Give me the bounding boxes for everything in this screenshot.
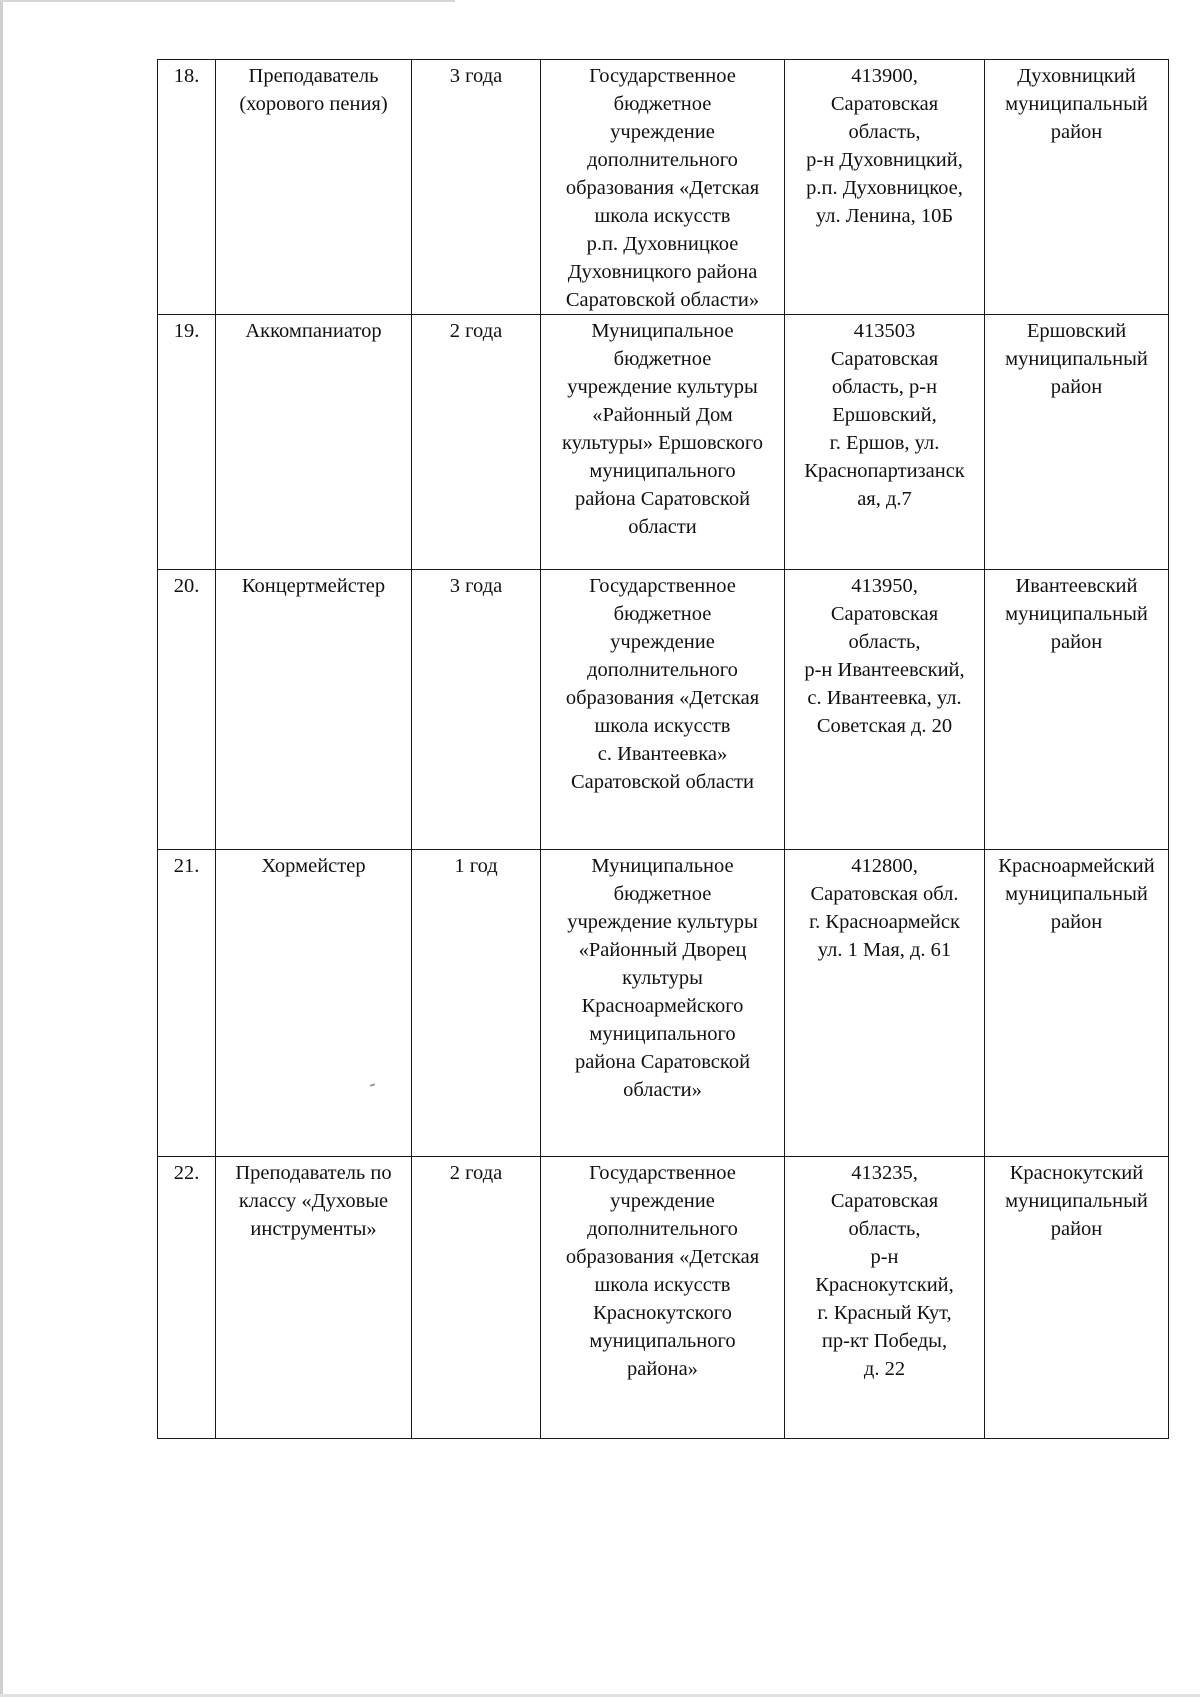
organization-cell-line: образования «Детская [565, 687, 760, 709]
district-cell-line: Краснокутский [1009, 1162, 1144, 1184]
organization-cell-line: Краснокутского [593, 1302, 732, 1324]
organization-cell-line: Красноармейского [581, 995, 744, 1017]
organization-cell-line: учреждение культуры [567, 376, 758, 398]
organization-cell-line: культуры» Ершовского [562, 432, 763, 454]
district-cell-line: муниципальный [1005, 348, 1148, 370]
organization-cell-line: Духовницкого района [567, 261, 758, 283]
organization-cell-line: образования «Детская [565, 1246, 760, 1268]
term-cell: 2 года [412, 315, 541, 570]
address-cell-line: Саратовская [830, 93, 939, 115]
address-cell [785, 850, 985, 1157]
district-cell-line: район [1050, 911, 1103, 933]
address-cell-line: Ершовский, [832, 404, 937, 426]
position-cell-line: Преподаватель [248, 65, 379, 87]
position-cell-line: (хорового пения) [239, 93, 388, 115]
term-cell: 2 года [412, 1157, 541, 1439]
row-number-cell: 18. [158, 60, 216, 315]
organization-cell [541, 60, 785, 315]
address-cell [785, 60, 985, 315]
organization-cell-line: области [628, 516, 697, 538]
organization-cell-line: района Саратовской [574, 1051, 751, 1073]
organization-cell-line: района» [627, 1358, 698, 1380]
organization-cell-line: области» [623, 1079, 702, 1101]
district-cell-line: муниципальный [1005, 883, 1148, 905]
address-cell-line: 413503 [853, 320, 916, 342]
district-cell-line: муниципальный [1005, 1190, 1148, 1212]
organization-cell-line: дополнительного [587, 659, 738, 681]
row-number-cell: 22. [158, 1157, 216, 1439]
row-number-cell: 20. [158, 570, 216, 850]
table-row [158, 315, 1169, 570]
organization-cell-line: муниципального [589, 1023, 736, 1045]
address-cell-line: Краснокутский, [815, 1274, 954, 1296]
address-cell-line: г. Красный Кут, [817, 1302, 952, 1324]
table-row [158, 60, 1169, 315]
district-cell [985, 570, 1169, 850]
address-cell-line: Саратовская обл. [810, 883, 959, 905]
district-cell-line: район [1050, 121, 1103, 143]
address-cell-line: 413950, [851, 575, 918, 597]
district-cell-line: район [1050, 631, 1103, 653]
organization-cell [541, 1157, 785, 1439]
address-cell-line: Саратовская [830, 1190, 939, 1212]
address-cell-line: Советская д. 20 [816, 715, 953, 737]
term-cell: 3 года [412, 60, 541, 315]
address-cell-line: область, [848, 1218, 921, 1240]
organization-cell-line: Государственное [589, 575, 736, 597]
organization-cell-line: учреждение [610, 1190, 715, 1212]
organization-cell [541, 570, 785, 850]
position-cell-line: инструменты» [250, 1218, 377, 1240]
district-cell-line: Ивантеевский [1015, 575, 1138, 597]
district-cell-line: муниципальный [1005, 93, 1148, 115]
address-cell-line: Саратовская [830, 603, 939, 625]
district-cell-line: Красноармейский [998, 855, 1155, 877]
address-cell-line: 413235, [851, 1162, 918, 1184]
address-cell-line: область, [848, 121, 921, 143]
address-cell-line: р-н Духовницкий, [806, 149, 963, 171]
organization-cell-line: школа искусств [594, 205, 731, 227]
address-cell-line: область, [848, 631, 921, 653]
page-edge-top [0, 0, 455, 2]
organization-cell-line: «Районный Дворец [578, 939, 747, 961]
address-cell-line: ул. Ленина, 10Б [815, 205, 954, 227]
table-row [158, 570, 1169, 850]
organization-cell-line: «Районный Дом [592, 404, 733, 426]
district-cell [985, 850, 1169, 1157]
address-cell-line: г. Красноармейск [809, 911, 960, 933]
position-cell [216, 850, 412, 1157]
table-row [158, 1157, 1169, 1439]
district-cell [985, 60, 1169, 315]
address-cell-line: 413900, [851, 65, 918, 87]
address-cell-line: Саратовская [830, 348, 939, 370]
vacancies-table [157, 59, 1169, 1439]
term-cell: 1 год [412, 850, 541, 1157]
organization-cell-line: бюджетное [613, 603, 712, 625]
address-cell [785, 315, 985, 570]
district-cell-line: район [1050, 1218, 1103, 1240]
organization-cell-line: дополнительного [587, 149, 738, 171]
position-cell-line: Аккомпаниатор [245, 320, 382, 342]
address-cell [785, 570, 985, 850]
address-cell-line: с. Ивантеевка, ул. [807, 687, 962, 709]
address-cell-line: д. 22 [863, 1358, 906, 1380]
page-edge-left [0, 0, 3, 1697]
organization-cell-line: образования «Детская [565, 177, 760, 199]
organization-cell-line: района Саратовской [574, 488, 751, 510]
address-cell-line: ая, д.7 [857, 488, 912, 510]
organization-cell-line: учреждение [610, 121, 715, 143]
position-cell [216, 60, 412, 315]
position-cell [216, 1157, 412, 1439]
district-cell [985, 315, 1169, 570]
vacancies-table-body [158, 60, 1169, 1439]
address-cell-line: Краснопартизанск [804, 460, 965, 482]
address-cell-line: ул. 1 Мая, д. 61 [817, 939, 952, 961]
organization-cell-line: школа искусств [594, 1274, 731, 1296]
organization-cell-line: с. Ивантеевка» [597, 743, 728, 765]
organization-cell-line: бюджетное [613, 348, 712, 370]
position-cell-line: Преподаватель по [235, 1162, 392, 1184]
address-cell-line: 412800, [851, 855, 918, 877]
organization-cell-line: дополнительного [587, 1218, 738, 1240]
address-cell-line: область, р-н [831, 376, 938, 398]
organization-cell-line: Саратовской области» [565, 289, 760, 311]
district-cell-line: муниципальный [1005, 603, 1148, 625]
district-cell-line: Ершовский [1026, 320, 1127, 342]
organization-cell-line: р.п. Духовницкое [586, 233, 739, 255]
district-cell [985, 1157, 1169, 1439]
organization-cell-line: Муниципальное [591, 320, 734, 342]
district-cell-line: район [1050, 376, 1103, 398]
organization-cell-line: культуры [622, 967, 703, 989]
organization-cell-line: Саратовской области [571, 771, 754, 793]
address-cell-line: р-н [870, 1246, 899, 1268]
table-row [158, 850, 1169, 1157]
organization-cell-line: школа искусств [594, 715, 731, 737]
organization-cell-line: учреждение [610, 631, 715, 653]
term-cell: 3 года [412, 570, 541, 850]
position-cell [216, 570, 412, 850]
organization-cell-line: бюджетное [613, 93, 712, 115]
address-cell-line: р-н Ивантеевский, [804, 659, 965, 681]
position-cell-line: Хормейстер [261, 855, 366, 877]
position-cell-line: Концертмейстер [241, 575, 386, 597]
district-cell-line: Духовницкий [1017, 65, 1136, 87]
organization-cell [541, 315, 785, 570]
organization-cell-line: Государственное [589, 65, 736, 87]
position-cell-line: классу «Духовые [238, 1190, 389, 1212]
address-cell-line: пр-кт Победы, [821, 1330, 948, 1352]
organization-cell-line: бюджетное [613, 883, 712, 905]
organization-cell-line: учреждение культуры [567, 911, 758, 933]
position-cell [216, 315, 412, 570]
address-cell-line: р.п. Духовницкое, [806, 177, 963, 199]
row-number-cell: 19. [158, 315, 216, 570]
organization-cell-line: муниципального [589, 460, 736, 482]
address-cell [785, 1157, 985, 1439]
organization-cell-line: муниципального [589, 1330, 736, 1352]
row-number-cell: 21. [158, 850, 216, 1157]
address-cell-line: г. Ершов, ул. [829, 432, 940, 454]
organization-cell-line: Государственное [589, 1162, 736, 1184]
organization-cell-line: Муниципальное [591, 855, 734, 877]
organization-cell [541, 850, 785, 1157]
